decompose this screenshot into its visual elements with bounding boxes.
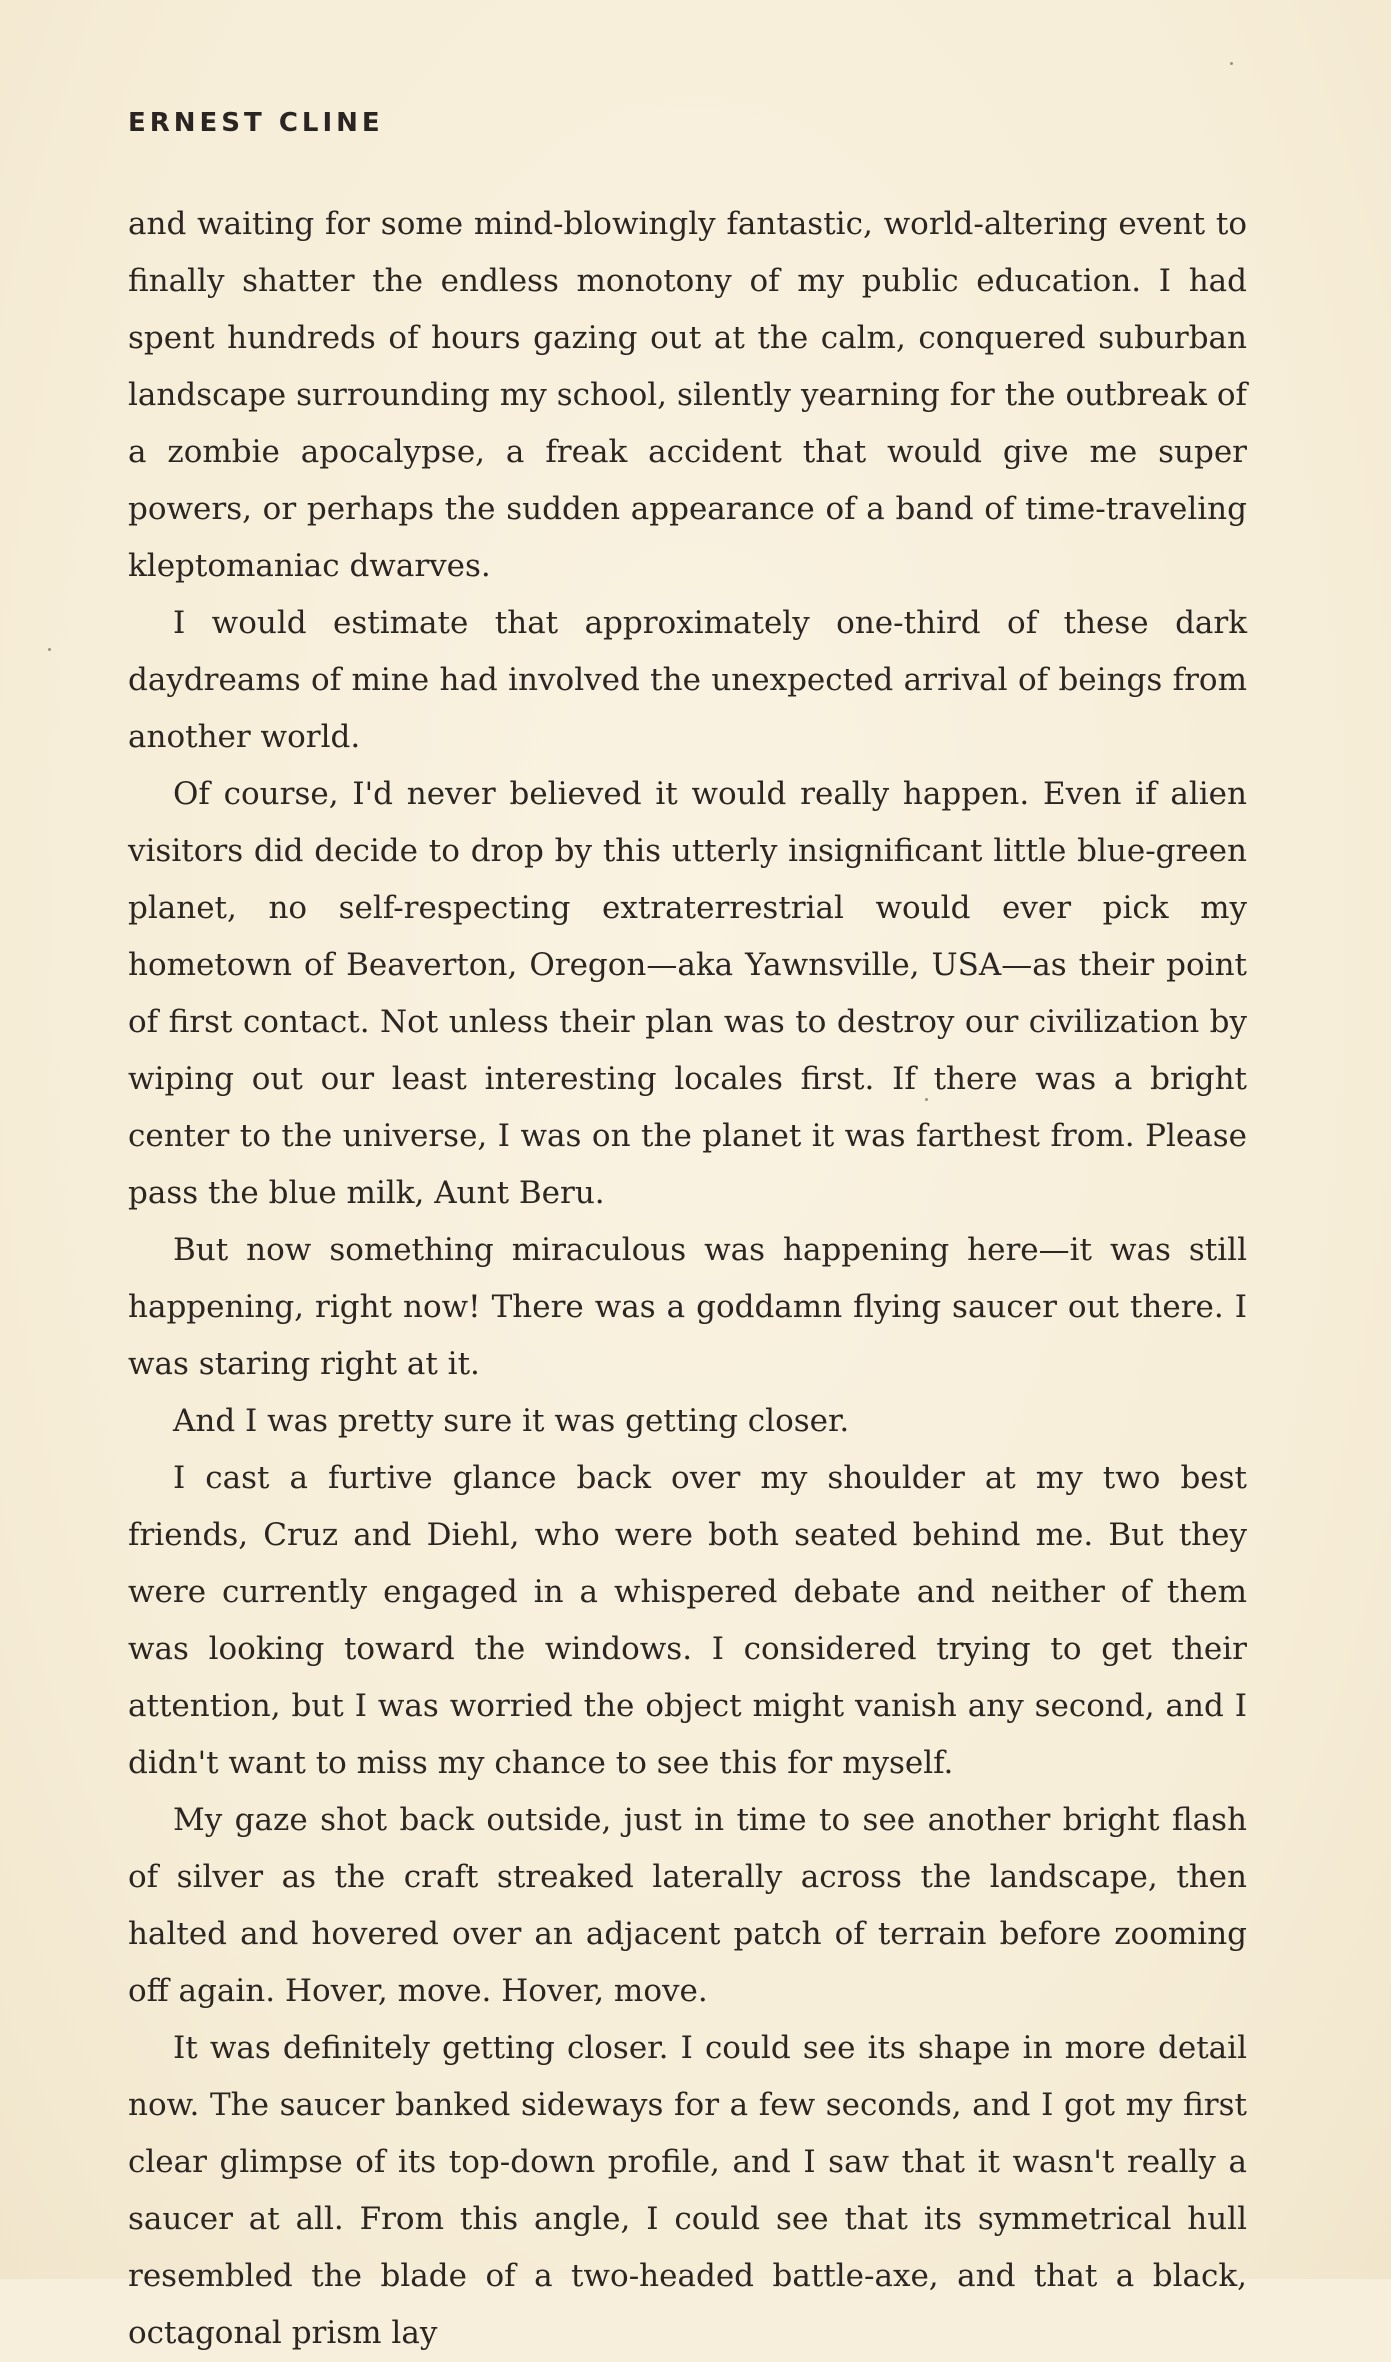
paragraph-4: But now something miraculous was happening here—it was still happening, right now! There was a goddamn flying saucer out there. I was staring right at it. — [128, 1232, 1247, 1382]
paragraph-5: And I was pretty sure it was getting closer. — [173, 1403, 850, 1439]
paragraph-2: I would estimate that approximately one-third of these dark daydreams of mine had involved the unexpected arrival of beings from another world. — [128, 605, 1247, 755]
paragraph-7: My gaze shot back outside, just in time to see another bright flash of silver as the craft streaked laterally across the landscape, then halted and hovered over an adjacent patch of terrain before zooming off again. Hover, move. Hover, move. — [128, 1802, 1247, 2009]
paper-speck — [1230, 62, 1233, 65]
paragraph-8: It was definitely getting closer. I could see its shape in more detail now. The saucer banked sideways for a few seconds, and I got my first clear glimpse of its top-down profile, and I saw that it wasn't really a saucer at all. From this angle, I could see that its symmetrical hull resembled the blade of a two-headed battle-axe, and that a black, octagonal prism lay — [128, 2030, 1247, 2351]
paragraph-6: I cast a furtive glance back over my shoulder at my two best friends, Cruz and Diehl, who were both seated behind me. But they were currently engaged in a whispered debate and neither of them was looking toward the windows. I considered trying to get their attention, but I was worried the object might vanish any second, and I didn't want to miss my chance to see this for myself. — [128, 1460, 1247, 1781]
paragraph-1: and waiting for some mind-blowingly fantastic, world-altering event to finally shatter the endless monotony of my public education. I had spent hundreds of hours gazing out at the calm, conquered suburban landscape surrounding my school, silently yearning for the outbreak of a zombie apocalypse, a freak accident that would give me super powers, or perhaps the sudden appearance of a band of time-traveling kleptomaniac dwarves. — [128, 206, 1247, 584]
page-body-text — [128, 196, 1247, 2362]
paragraph-3: Of course, I'd never believed it would really happen. Even if alien visitors did decide to drop by this utterly insignificant little blue-green planet, no self-respecting extraterrestrial would ever pick my hometown of Beaverton, Oregon—aka Yawnsville, USA—as their point of first contact. Not unless their plan was to destroy our civilization by wiping out our least interesting locales first. If there was a bright center to the universe, I was on the planet it was farthest from. Please pass the blue milk, Aunt Beru. — [128, 776, 1247, 1211]
running-header-author: ERNEST CLINE — [128, 108, 384, 138]
paper-speck — [925, 1098, 928, 1101]
paper-speck — [48, 648, 51, 651]
